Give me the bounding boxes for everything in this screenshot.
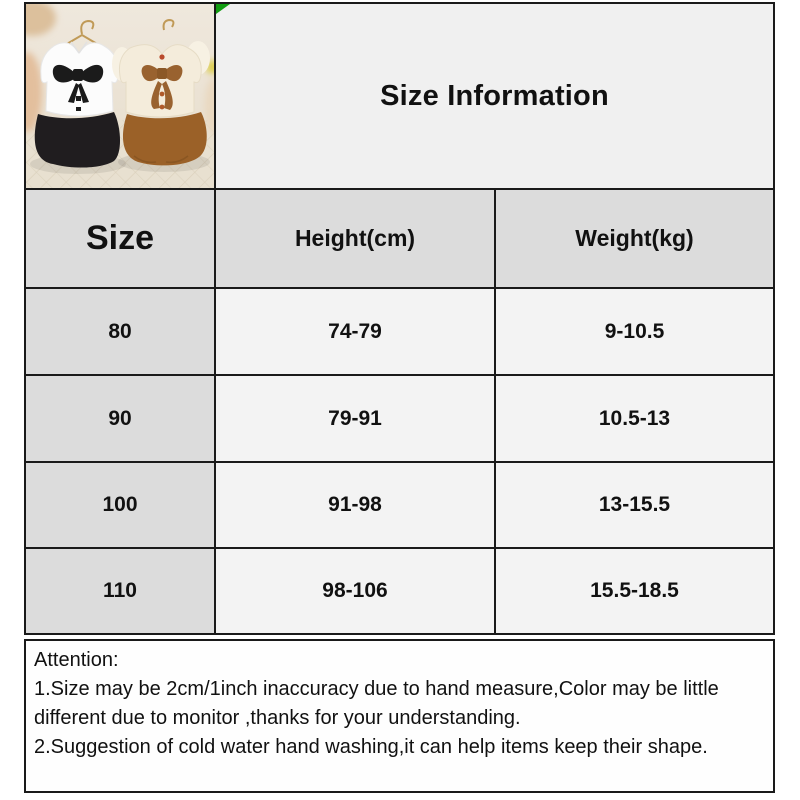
attention-title: Attention:: [34, 649, 119, 671]
brown-bloomers: [123, 112, 207, 165]
column-header-height: Height(cm): [216, 190, 494, 287]
product-photo-drawing: [26, 4, 214, 188]
size-cell-row3: 100: [26, 463, 214, 547]
height-cell-row3: 91-98: [216, 463, 494, 547]
green-corner-marker: [216, 4, 230, 14]
attention-note: [24, 639, 775, 793]
height-cell-row1: 74-79: [216, 289, 494, 374]
size-information-header: [216, 4, 773, 188]
page-title: Size Information: [380, 79, 609, 112]
height-cell-row4: 98-106: [216, 549, 494, 633]
attention-line: 1.Size may be 2cm/1inch inaccuracy due to hand measure,Color may be little: [34, 678, 719, 700]
attention-line: different due to monitor ,thanks for your understanding.: [34, 707, 521, 729]
size-cell-row1: 80: [26, 289, 214, 374]
size-cell-row2: 90: [26, 376, 214, 461]
weight-cell-row3: 13-15.5: [496, 463, 773, 547]
column-header-weight: Weight(kg): [496, 190, 773, 287]
black-skirt: [35, 112, 120, 168]
size-cell-row4: 110: [26, 549, 214, 633]
attention-line: 2.Suggestion of cold water hand washing,it can help items keep their shape.: [34, 736, 708, 758]
weight-cell-row1: 9-10.5: [496, 289, 773, 374]
product-photo: [26, 4, 214, 188]
weight-cell-row2: 10.5-13: [496, 376, 773, 461]
height-cell-row2: 79-91: [216, 376, 494, 461]
column-header-size: Size: [26, 190, 214, 287]
weight-cell-row4: 15.5-18.5: [496, 549, 773, 633]
size-table: [24, 2, 775, 635]
